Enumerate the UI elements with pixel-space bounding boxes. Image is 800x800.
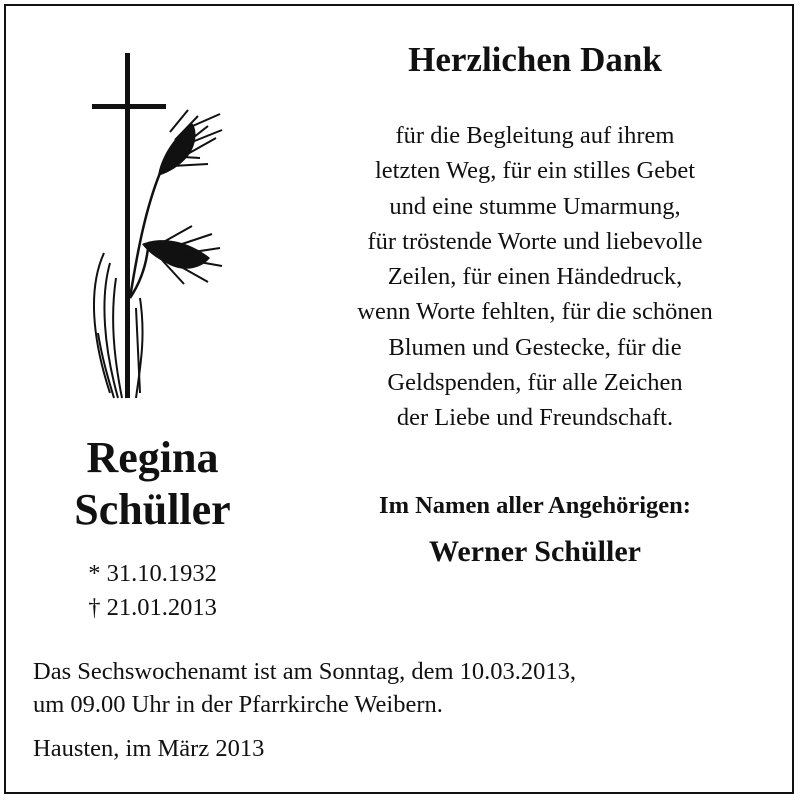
life-dates (40, 557, 265, 625)
service-notice-line: Das Sechswochenamt ist am Sonntag, dem 10.03.2013, (33, 658, 577, 685)
thanks-line: für tröstende Worte und liebevolle (367, 227, 703, 255)
cross-with-wheat-icon (80, 48, 230, 408)
thanks-line: für die Begleitung auf ihrem (395, 122, 675, 149)
thanks-line: Zeilen, für einen Händedruck, (387, 263, 683, 291)
page-title: Herzlichen Dank (408, 40, 662, 79)
service-notice-line: um 09.00 Uhr in der Pfarrkirche Weibern. (33, 691, 443, 718)
signer-name: Werner Schüller (429, 535, 641, 568)
service-notice (33, 655, 576, 721)
deceased-last-name: Schüller (74, 485, 231, 534)
thanks-line: Blumen und Gestecke, für die (388, 333, 682, 361)
thanks-line: letzten Weg, für ein stilles Gebet (374, 157, 696, 185)
behalf-label: Im Namen aller Angehörigen: (379, 492, 691, 519)
thanks-line: und eine stumme Umarmung, (389, 192, 681, 220)
thanks-line: wenn Worte fehlten, für die schönen (357, 298, 713, 326)
thanks-paragraph (300, 118, 770, 436)
thanks-line: Geldspenden, für alle Zeichen (387, 369, 683, 397)
deceased-name (40, 432, 265, 536)
death-date: † 21.01.2013 (88, 594, 217, 621)
thanks-line: der Liebe und Freundschaft. (396, 404, 674, 432)
birth-date: * 31.10.1932 (88, 560, 217, 587)
place-date: Hausten, im März 2013 (33, 735, 265, 762)
deceased-first-name: Regina (86, 433, 219, 482)
